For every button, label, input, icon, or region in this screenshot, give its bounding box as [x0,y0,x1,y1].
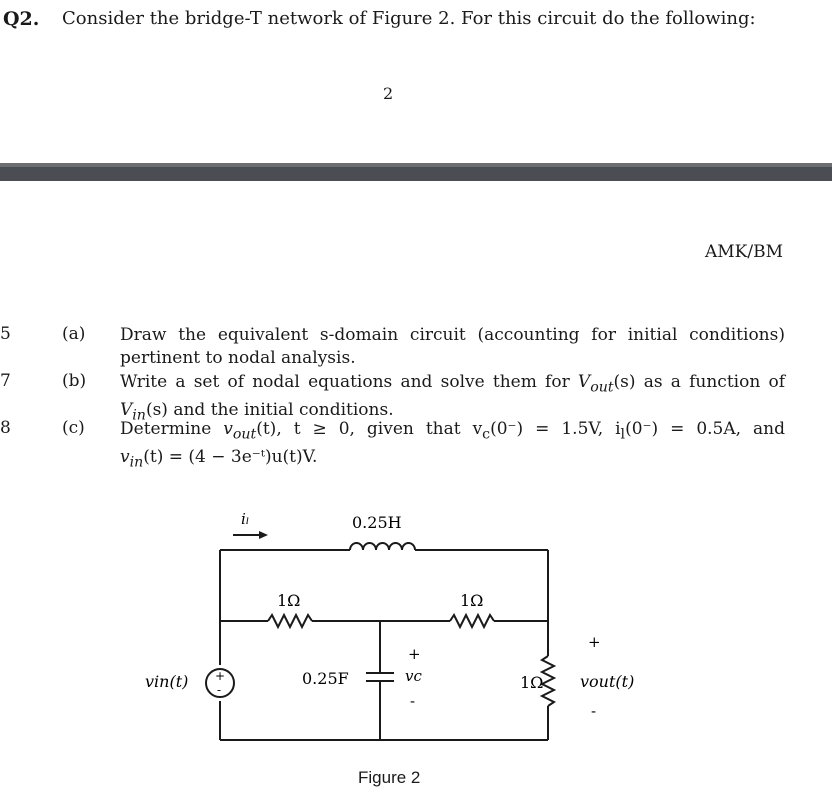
figure-caption: Figure 2 [358,768,421,787]
source-label: vin(t) [145,672,189,691]
part-b-sub2: in [132,407,146,424]
inductor-current-label: iₗ [241,510,250,528]
output-label: vout(t) [580,672,635,691]
part-c-text3: (0⁻) = 1.5V, i [490,419,621,439]
page-divider-highlight [0,163,832,167]
inductor-coil [350,543,415,550]
part-label-c: (c) [62,418,85,438]
part-c-text4: (0⁻) = 0.5A, and [625,419,785,439]
marks-b: 7 [0,371,11,391]
part-b-var2: V [120,400,133,421]
resistor-r3 [542,656,554,706]
marks-c: 8 [0,418,11,438]
part-b-text2: (s) as a function of [613,372,785,392]
r2-value: 1Ω [460,591,484,610]
capacitor-plus: + [408,645,421,663]
part-b-sub: out [590,379,614,396]
part-text-c [120,418,785,475]
part-c-line2 [120,447,318,471]
r1-value: 1Ω [277,591,301,610]
page-number: 2 [383,84,394,103]
part-c-sub: out [232,426,257,443]
part-label-a: (a) [62,324,86,344]
part-b-line1 [120,371,785,399]
output-plus: + [588,633,601,651]
marks-a: 5 [0,324,11,344]
question-number: Q2. [3,8,40,30]
capacitor-minus: - [410,692,416,710]
output-minus: - [591,702,597,720]
capacitor-voltage: vc [405,667,422,685]
question-text: Consider the bridge-T network of Figure 2. For this circuit do the following: [62,8,756,29]
part-b-text: Write a set of nodal equations and solve them for [120,372,578,392]
r3-value: 1Ω [520,673,544,692]
part-c-var2: v [120,447,130,468]
resistor-r2 [450,615,494,627]
resistor-r1 [268,615,312,627]
author-initials: AMK/BM [705,242,784,262]
current-arrow-head [259,531,268,539]
part-c-sub2: in [129,454,144,471]
capacitor-value: 0.25F [302,669,349,688]
part-c-var: v [223,419,233,439]
part-a-line1: Draw the equivalent s-domain circuit (accounting for initial conditions) [120,325,785,345]
source-minus: - [217,683,222,697]
bridge-t-circuit [0,500,832,760]
part-c-sub-c: c [482,426,491,443]
part-c-text2: (t), t ≥ 0, given that v [256,419,483,439]
part-c-sub-l: l [620,426,626,443]
part-b-var: V [577,372,591,392]
source-plus: + [215,669,226,683]
inductor-value: 0.25H [352,513,402,532]
part-c-text: Determine [120,419,224,439]
part-text-a [120,324,785,370]
part-c-line1 [120,418,785,446]
part-label-b: (b) [62,371,87,391]
part-a-line2: pertinent to nodal analysis. [120,348,356,368]
part-b-text3: (s) and the initial conditions. [145,400,394,421]
part-c-text5: (t) = (4 − 3e⁻ᵗ)u(t)V. [143,447,318,468]
